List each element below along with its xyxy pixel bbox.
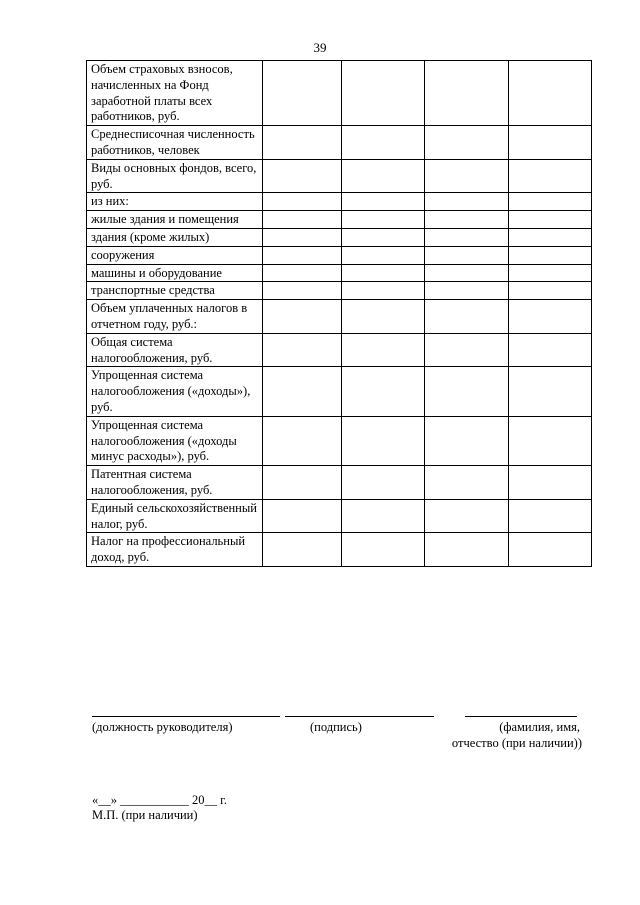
row-label: Единый сельскохозяйственный налог, руб. xyxy=(87,499,263,533)
value-cell[interactable] xyxy=(425,533,509,567)
row-label: Среднесписочная численность работников, человек xyxy=(87,126,263,160)
value-cell[interactable] xyxy=(342,159,425,193)
row-label: Упрощенная система налогообложения («доходы»), руб. xyxy=(87,367,263,416)
signature-line xyxy=(285,716,434,717)
value-cell[interactable] xyxy=(263,499,342,533)
value-cell[interactable] xyxy=(425,126,509,160)
row-label: жилые здания и помещения xyxy=(87,211,263,229)
row-label: здания (кроме жилых) xyxy=(87,228,263,246)
value-cell[interactable] xyxy=(263,264,342,282)
value-cell[interactable] xyxy=(425,211,509,229)
value-cell[interactable] xyxy=(342,246,425,264)
value-cell[interactable] xyxy=(263,126,342,160)
value-cell[interactable] xyxy=(342,333,425,367)
row-label: Объем страховых взносов, начисленных на Фонд заработной платы всех работников, руб. xyxy=(87,61,263,126)
name-label-line1: (фамилия, имя, xyxy=(499,720,580,734)
name-label-line2: отчество (при наличии)) xyxy=(451,736,582,750)
value-cell[interactable] xyxy=(425,282,509,300)
value-cell[interactable] xyxy=(509,533,592,567)
value-cell[interactable] xyxy=(425,159,509,193)
value-cell[interactable] xyxy=(263,416,342,465)
value-cell[interactable] xyxy=(342,228,425,246)
value-cell[interactable] xyxy=(509,211,592,229)
value-cell[interactable] xyxy=(342,416,425,465)
value-cell[interactable] xyxy=(342,499,425,533)
table-row xyxy=(87,499,592,533)
table-row xyxy=(87,228,592,246)
value-cell[interactable] xyxy=(342,466,425,500)
value-cell[interactable] xyxy=(509,246,592,264)
value-cell[interactable] xyxy=(263,246,342,264)
stamp-note: М.П. (при наличии) xyxy=(92,808,198,822)
table-row xyxy=(87,61,592,126)
row-label: Налог на профессиональный доход, руб. xyxy=(87,533,263,567)
value-cell[interactable] xyxy=(342,126,425,160)
value-cell[interactable] xyxy=(263,333,342,367)
value-cell[interactable] xyxy=(425,193,509,211)
date-line: «__» ___________ 20__ г. xyxy=(92,793,227,807)
value-cell[interactable] xyxy=(509,264,592,282)
value-cell[interactable] xyxy=(425,264,509,282)
value-cell[interactable] xyxy=(509,300,592,334)
table-row xyxy=(87,211,592,229)
value-cell[interactable] xyxy=(263,211,342,229)
value-cell[interactable] xyxy=(509,159,592,193)
row-label: из них: xyxy=(87,193,263,211)
value-cell[interactable] xyxy=(263,193,342,211)
value-cell[interactable] xyxy=(509,416,592,465)
value-cell[interactable] xyxy=(425,367,509,416)
value-cell[interactable] xyxy=(263,159,342,193)
value-cell[interactable] xyxy=(263,533,342,567)
value-cell[interactable] xyxy=(509,499,592,533)
value-cell[interactable] xyxy=(342,367,425,416)
position-label: (должность руководителя) xyxy=(92,720,233,734)
value-cell[interactable] xyxy=(509,228,592,246)
table-row xyxy=(87,533,592,567)
table-row xyxy=(87,193,592,211)
value-cell[interactable] xyxy=(509,367,592,416)
value-cell[interactable] xyxy=(342,533,425,567)
value-cell[interactable] xyxy=(263,282,342,300)
table-row xyxy=(87,416,592,465)
value-cell[interactable] xyxy=(263,228,342,246)
table-row xyxy=(87,300,592,334)
row-label: Общая система налогообложения, руб. xyxy=(87,333,263,367)
signature-label: (подпись) xyxy=(310,720,362,734)
value-cell[interactable] xyxy=(342,211,425,229)
value-cell[interactable] xyxy=(509,126,592,160)
page-number: 39 xyxy=(313,40,327,55)
row-label: машины и оборудование xyxy=(87,264,263,282)
position-signature-line xyxy=(92,716,280,717)
row-label: транспортные средства xyxy=(87,282,263,300)
value-cell[interactable] xyxy=(425,246,509,264)
value-cell[interactable] xyxy=(509,333,592,367)
value-cell[interactable] xyxy=(509,193,592,211)
value-cell[interactable] xyxy=(509,282,592,300)
value-cell[interactable] xyxy=(263,367,342,416)
table-row xyxy=(87,367,592,416)
value-cell[interactable] xyxy=(509,466,592,500)
table-row xyxy=(87,282,592,300)
table-row xyxy=(87,333,592,367)
row-label: Патентная система налогообложения, руб. xyxy=(87,466,263,500)
table-row xyxy=(87,264,592,282)
report-table-body xyxy=(87,61,592,567)
row-label: Объем уплаченных налогов в отчетном году, руб.: xyxy=(87,300,263,334)
value-cell[interactable] xyxy=(342,282,425,300)
value-cell[interactable] xyxy=(263,466,342,500)
value-cell[interactable] xyxy=(263,61,342,126)
value-cell[interactable] xyxy=(342,300,425,334)
value-cell[interactable] xyxy=(342,193,425,211)
value-cell[interactable] xyxy=(509,61,592,126)
value-cell[interactable] xyxy=(425,466,509,500)
value-cell[interactable] xyxy=(425,333,509,367)
row-label: сооружения xyxy=(87,246,263,264)
value-cell[interactable] xyxy=(425,300,509,334)
value-cell[interactable] xyxy=(342,61,425,126)
table-row xyxy=(87,466,592,500)
value-cell[interactable] xyxy=(342,264,425,282)
row-label: Упрощенная система налогообложения («доходы минус расходы»), руб. xyxy=(87,416,263,465)
row-label: Виды основных фондов, всего, руб. xyxy=(87,159,263,193)
value-cell[interactable] xyxy=(425,61,509,126)
table-row xyxy=(87,246,592,264)
value-cell[interactable] xyxy=(425,228,509,246)
value-cell[interactable] xyxy=(263,300,342,334)
value-cell[interactable] xyxy=(425,416,509,465)
table-row xyxy=(87,126,592,160)
report-table xyxy=(86,60,592,567)
name-signature-line xyxy=(465,716,577,717)
value-cell[interactable] xyxy=(425,499,509,533)
table-row xyxy=(87,159,592,193)
